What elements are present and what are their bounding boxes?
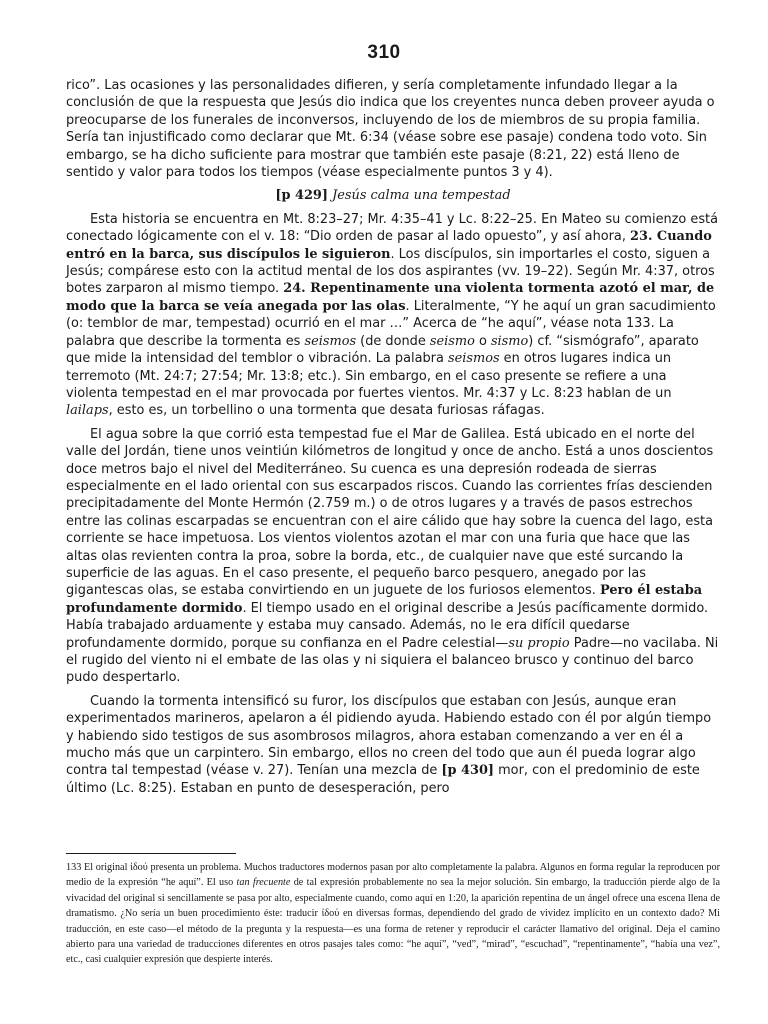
footnote-133: 133 El original ἰδού presenta un problema. Muchos traductores modernos pasan por alto completamente la palabra. Algunos en forma regular la reproducen por medio de la expresión “he aquí”. El uso tan frecuente de tal expresión probablemente no sea la mejor solución. Sin embargo, la traducción pierde algo de la vivacidad del original si sencillamente se pasa por alto, especialmente cuando, como aquí en 1:20, la aparición repentina de un ángel ofrece una escena llena de dramatismo. ¿No sería un buen procedimiento éste: traducir ἰδού en diversas formas, dependiendo del grado de vividez implícito en un contexto dado? Mi traducción, en este caso—el método de la pregunta y la respuesta—es una forma de retener y reproducir el carácter llamativo del original. Deja el camino abierto para una variedad de traducciones diferentes en otros pasajes tales como: “he aquí”, “ved”, “mirad”, “escuchad”, “repentinamente”, “había una vez”, etc., casi cualquier expresión que despierte interés.	[66, 862, 720, 966]
page-number: 310	[367, 42, 401, 63]
paragraph-disciples-appeal: Cuando la tormenta intensificó su furor, los discípulos que estaban con Jesús, aunque eran experimentados marineros, apelaron a él pidiendo ayuda. Habiendo estado con él por algún tiempo y habiendo sido testigos de sus asombrosos milagros, ahora estaban comenzando a ver en él a mucho más que un carpintero. Sin embargo, ellos no creen del todo que aun él pueda lograr algo contra tal tempestad (véase v. 27). Tenían una mezcla de [p 430] mor, con el predominio de este último (Lc. 8:25). Estaban en punto de desesperación, pero	[66, 693, 712, 796]
verse-24: 24. Repentinamente una violenta tormenta azotó el mar, de modo que la barca se veía anegada por las olas	[66, 281, 715, 314]
footnote-divider	[66, 853, 236, 854]
verse-24-continued: Pero él estaba profundamente dormido	[66, 583, 703, 616]
section-heading	[66, 187, 720, 204]
verse-23: 23. Cuando entró en la barca, sus discípulos le siguieron	[66, 229, 712, 262]
paragraph-continuation: rico”. Las ocasiones y las personalidades difieren, y sería completamente infundado llegar a la conclusión de que la respuesta que Jesús dio indica que los creyentes nunca deben proveer ayuda o preocuparse de los funerales de inconversos, incluyendo de los de miembros de su propia familia. Sería tan injustificado como declarar que Mt. 6:34 (véase sobre ese pasaje) condena todo voto. Sin embargo, se ha dicho suficiente para mostrar que también este pasaje (8:21, 22) está lleno de sentido y valor para todos los tiempos (véase especialmente puntos 3 y 4).	[66, 78, 715, 181]
section-title: Jesús calma una tempestad	[332, 188, 511, 204]
paragraph-storm-intro: Esta historia se encuentra en Mt. 8:23–27; Mr. 4:35–41 y Lc. 8:22–25. En Mateo su comienzo está conectado lógicamente con el v. 18: “Dio orden de pasar al lado opuesto”, y así ahora, 23. Cuando entró en la barca, sus discípulos le siguieron. Los discípulos, sin importarles el costo, siguen a Jesús; compárese esto con la actitud mental de los dos aspirantes (vv. 19–22). Según Mr. 4:37, otros botes zarparon al mismo tiempo. 24. Repentinamente una violenta tormenta azotó el mar, de modo que la barca se veía anegada por las olas. Literalmente, “Y he aquí un gran sacudimiento (o: temblor de mar, tempestad) ocurrió en el mar …” Acerca de “he aquí”, véase nota 133. La palabra que describe la tormenta es seismos (de donde seismo o sismo) cf. “sismógrafo”, aparato que mide la intensidad del temblor o vibración. La palabra seismos en otros lugares indica un terremoto (Mt. 24:7; 27:54; Mr. 13:8; etc.). Sin embargo, en el caso presente se refiere a una violenta tempestad en el mar provocada por fuertes vientos. Mr. 4:37 y Lc. 8:23 hablan de un lailaps, esto es, un torbellino o una tormenta que desata furiosas ráfagas.	[66, 211, 719, 419]
paragraph-sea-of-galilee: El agua sobre la que corrió esta tempestad fue el Mar de Galilea. Está ubicado en el norte del valle del Jordán, tiene unos veintiún kilómetros de longitud y once de ancho. Está a unos doscientos doce metros bajo el nivel del Mediterráneo. Su cuenca es una depresión rodeada de sierras especialmente en el lado oriental con sus escarpados riscos. Cuando las corrientes frías descienden precipitadamente del Monte Hermón (2.759 m.) o de otros lugares y a través de pasos estrechos entre las colinas escarpadas se encuentran con el aire cálido que hay sobre la cuenca del lago, esta corriente se hace impetuosa. Los vientos violentos azotan el mar con una furia que hace que las altas olas revienten contra la proa, sobre la borda, etc., de cualquier nave que esté surcando la superficie de las aguas. En el caso presente, el pequeño barco pesquero, anegado por las gigantescas olas, se estaba convirtiendo en un juguete de los furiosos elementos. Pero él estaba profundamente dormido. El tiempo usado en el original describe a Jesús pacíficamente dormido. Había trabajado arduamente y estaba muy cansado. Además, no le era difícil quedarse profundamente dormido, porque su confianza en el Padre celestial—su propio Padre—no vacilaba. Ni el rugido del viento ni el embate de las olas y ni siquiera el balanceo brusco y continuo del barco pudo despertarlo.	[66, 426, 719, 686]
page-reference-430: [p 430]	[441, 763, 495, 779]
body-text	[66, 77, 720, 803]
page-reference: [p 429]	[275, 188, 328, 204]
